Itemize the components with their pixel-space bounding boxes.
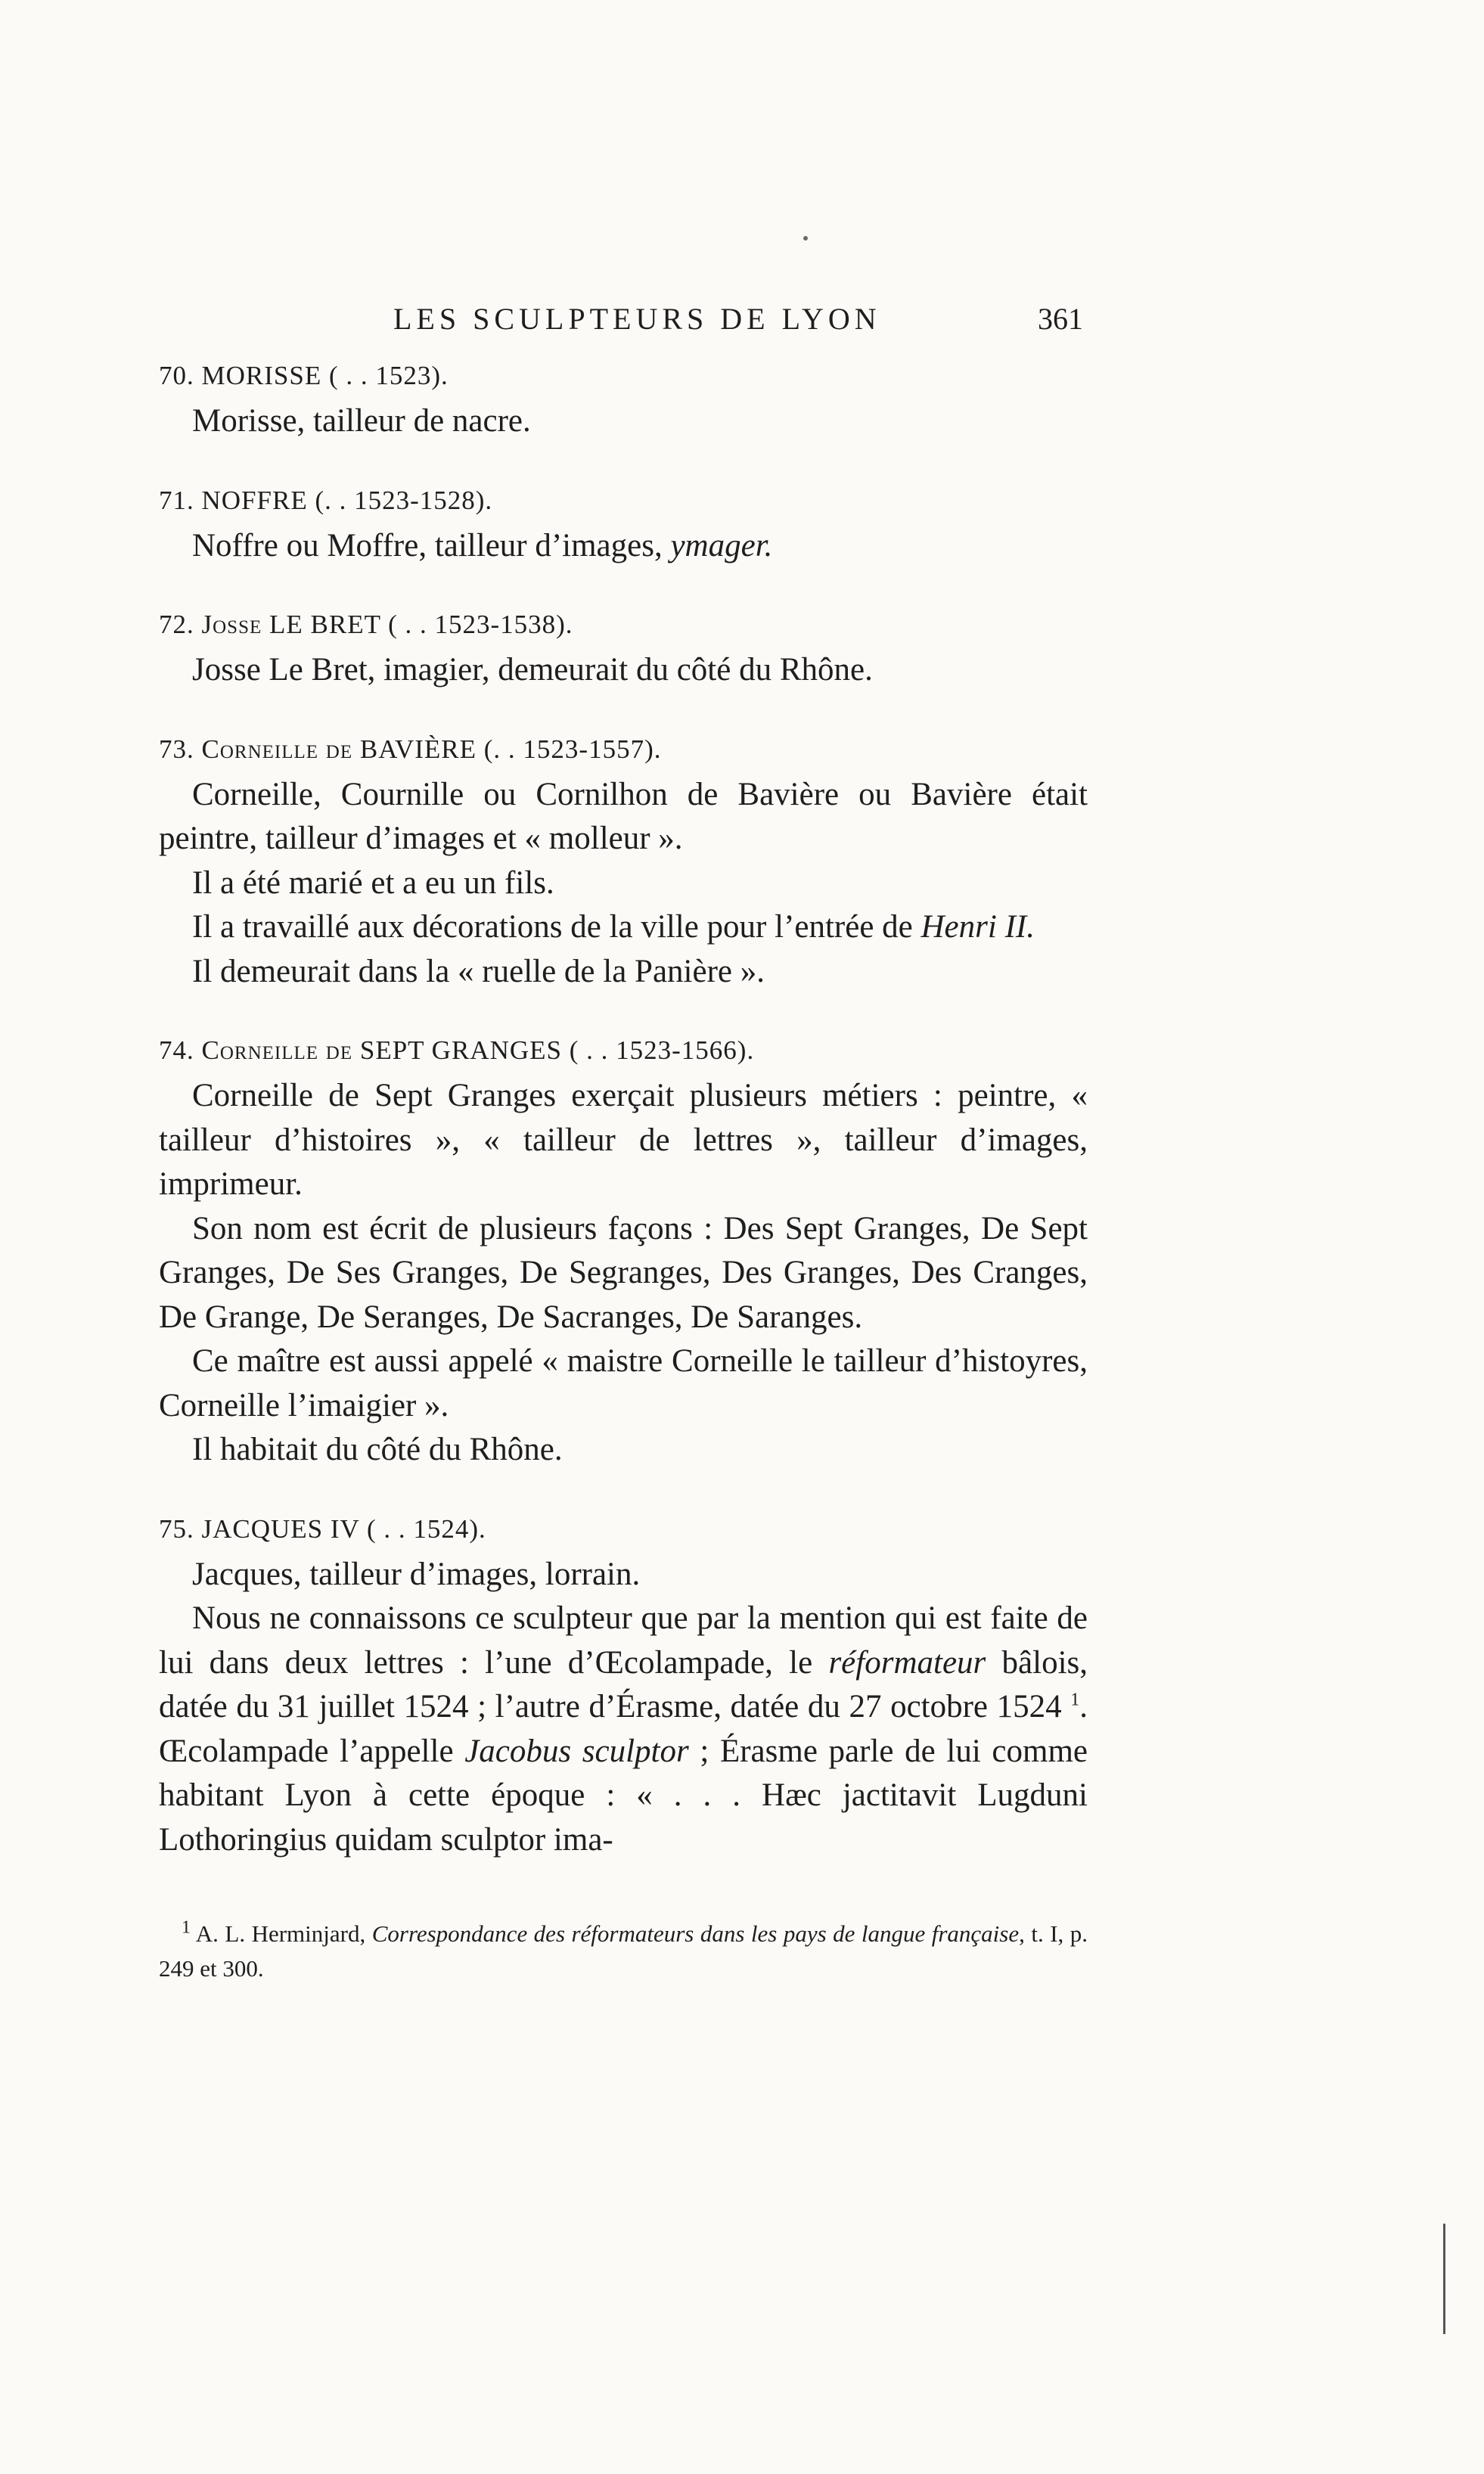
body-text (159, 354, 1088, 1897)
paragraph: Jacques, tailleur d’images, lorrain. (192, 1556, 641, 1592)
entry-dates: (. . 1523-1528). (315, 485, 493, 515)
entry-dates: ( . . 1523-1566). (569, 1035, 755, 1065)
text: Noffre ou Moffre, tailleur d’images, (192, 527, 671, 563)
entry-name: LE BRET (269, 610, 381, 639)
entry-number: 72. (159, 610, 194, 639)
entry-heading (159, 728, 1088, 771)
italic-term: Jacobus sculptor (464, 1733, 689, 1769)
italic-term: réformateur (828, 1644, 986, 1681)
paragraph: Il a été marié et a eu un fils. (192, 865, 554, 901)
footnote (159, 1917, 1088, 1986)
entry-heading (159, 1029, 1088, 1072)
paragraph: Il demeurait dans la « ruelle de la Panière ». (192, 953, 765, 989)
entry-heading (159, 479, 1088, 523)
ink-speck (803, 236, 808, 241)
entry-73 (159, 728, 1088, 995)
running-title: LES SCULPTEURS DE LYON (393, 302, 881, 336)
paragraph (159, 905, 1088, 950)
entry-name: SEPT GRANGES (359, 1035, 562, 1065)
text: Nous ne connaissons ce sculpteur que par la mention qui est faite de lui dans deux lettres : l’une d’Œcolampade, le (159, 1600, 1088, 1681)
entry-heading (159, 603, 1088, 647)
entry-dates: ( . . 1524). (366, 1513, 486, 1544)
entry-70 (159, 354, 1088, 444)
entry-name-smallcaps: Josse (201, 610, 262, 639)
entry-72 (159, 603, 1088, 693)
text: bâlois, datée du 31 juillet 1524 ; l’autre d’Érasme, datée du 27 octobre 1524 (159, 1644, 1088, 1724)
page-number: 361 (1038, 302, 1083, 336)
entry-name-smallcaps: Corneille de (201, 734, 353, 764)
entry-number: 71. (159, 485, 194, 515)
entry-number: 75. (159, 1513, 194, 1544)
entry-dates: ( . . 1523-1538). (388, 610, 573, 639)
footnote-title: Correspondance des réformateurs dans les pays de langue française (371, 1920, 1020, 1947)
footnote-reference[interactable]: 1 (1070, 1690, 1080, 1710)
footnote-author: A. L. Herminjard, (195, 1920, 372, 1947)
entry-name-smallcaps: Corneille de (201, 1035, 353, 1065)
paragraph: Son nom est écrit de plusieurs façons : Des Sept Granges, De Sept Granges, De Ses Granges, De Segranges, Des Granges, Des Cranges, De Grange, De Seranges, De Sacranges, De Saranges. (159, 1210, 1088, 1335)
italic-term: Henri II. (921, 909, 1035, 945)
page-header (0, 301, 1484, 346)
text: Il a travaillé aux décorations de la ville pour l’entrée de (192, 909, 921, 945)
entry-71 (159, 479, 1088, 569)
entry-number: 73. (159, 734, 194, 764)
paragraph: Morisse, tailleur de nacre. (192, 403, 531, 439)
entry-dates: ( . . 1523). (328, 361, 449, 390)
text: . Œcolampade l’appelle (159, 1689, 1088, 1769)
entry-74 (159, 1029, 1088, 1473)
entry-75 (159, 1507, 1088, 1863)
entry-name: NOFFRE (201, 485, 308, 515)
italic-term: ymager. (670, 527, 773, 563)
entry-number: 74. (159, 1035, 194, 1065)
entry-name: BAVIÈRE (359, 734, 477, 764)
margin-rule (1443, 2224, 1445, 2334)
paragraph (159, 1597, 1088, 1862)
entry-name: MORISSE (201, 361, 322, 390)
paragraph (159, 524, 1088, 569)
footnote-rest: , t. I, p. 249 et 300. (159, 1920, 1088, 1982)
paragraph: Corneille de Sept Granges exerçait plusieurs métiers : peintre, « tailleur d’histoires », « tailleur de lettres », tailleur d’images, imprimeur. (159, 1078, 1088, 1202)
entry-heading (159, 1507, 1088, 1551)
text: ; Érasme parle de lui comme habitant Lyon à cette époque : « . . . Hæc jactitavit Lugduni Lothoringius quidam sculptor ima- (159, 1733, 1088, 1858)
entry-name: JACQUES IV (201, 1513, 360, 1544)
paragraph: Corneille, Cournille ou Cornilhon de Bavière ou Bavière était peintre, tailleur d’images et « molleur ». (159, 776, 1088, 856)
paragraph: Il habitait du côté du Rhône. (192, 1432, 563, 1467)
entry-dates: (. . 1523-1557). (483, 734, 662, 764)
paragraph: Josse Le Bret, imagier, demeurait du côté du Rhône. (192, 652, 873, 688)
entry-heading (159, 354, 1088, 398)
footnote-marker: 1 (182, 1917, 191, 1938)
paragraph: Ce maître est aussi appelé « maistre Corneille le tailleur d’histoyres, Corneille l’imaigier ». (159, 1343, 1088, 1423)
entry-number: 70. (159, 361, 194, 390)
